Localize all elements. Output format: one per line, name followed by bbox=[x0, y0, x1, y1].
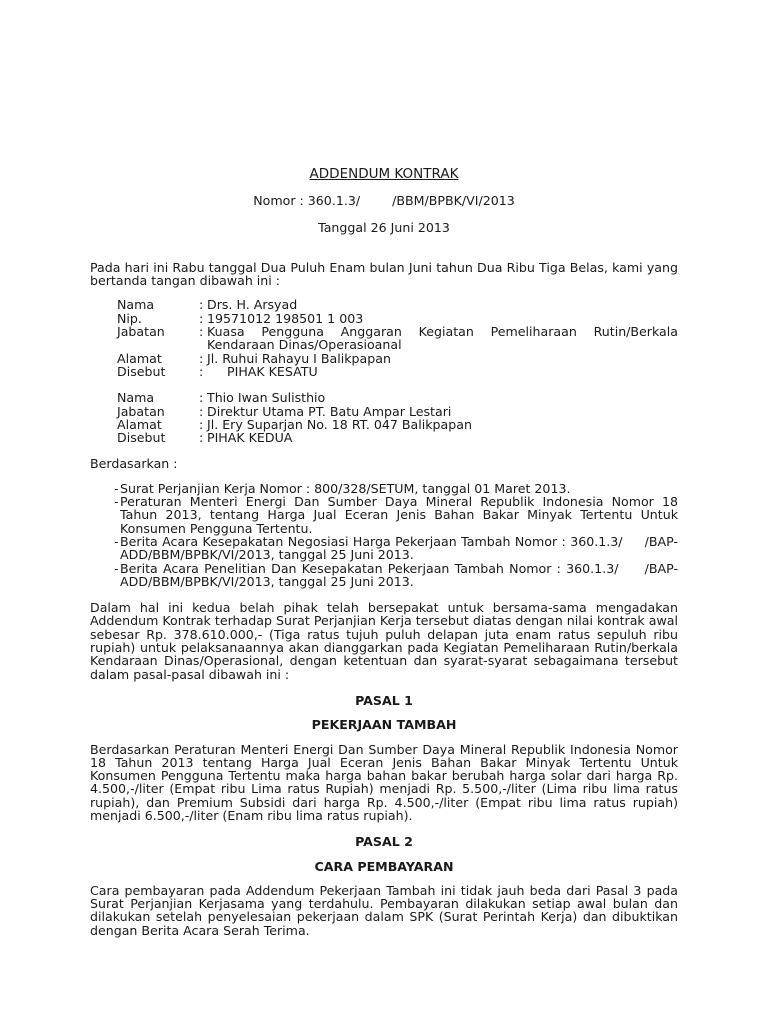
list-item-text: Surat Perjanjian Kerja Nomor : 800/328/SETUM, tanggal 01 Maret 2013. bbox=[120, 480, 571, 496]
field-label: Jabatan bbox=[117, 324, 165, 340]
pasal-1-paragraph: Berdasarkan Peraturan Menteri Energi Dan Sumber Daya Mineral Republik Indonesia Nomor 18 Tahun 2013 tentang Harga Jual Eceran Jenis Bahan Bakar Minyak Tertentu Untuk Konsumen Pengguna Tertentu maka harga bahan bakar berubah harga solar dari harga Rp. 4.500,-/liter (Empat ribu Lima ratus Rupiah) menjadi Rp. 5.500,-/liter (Lima ribu lima ratus rupiah), dan Premium Subsidi dari harga Rp. 4.500,-/liter (Empat ribu lima ratus rupiah) menjadi 6.500,-/liter (Enam ribu lima ratus rupiah). bbox=[90, 741, 678, 823]
document-body bbox=[90, 168, 678, 937]
list-item-text: Peraturan Menteri Energi Dan Sumber Daya Mineral Republik Indonesia Nomor 18 Tahun 2013, tentang Harga Jual Eceran Jenis Bahan Bakar Minyak Tertentu Untuk Konsumen Pengguna Tertentu. bbox=[120, 494, 678, 536]
field-colon: : bbox=[199, 324, 204, 340]
field-label: Alamat bbox=[117, 416, 162, 432]
field-colon: : bbox=[199, 297, 204, 313]
berdasarkan-label: Berdasarkan : bbox=[90, 456, 178, 472]
party-one-row bbox=[117, 298, 678, 311]
pasal-2-paragraph: Cara pembayaran pada Addendum Pekerjaan Tambah ini tidak jauh beda dari Pasal 3 pada Surat Perjanjian Kerjasama yang terdahulu. Pembayaran dilakukan setiap awal bulan dan dilakukan setelah penyelesaian pekerjaan dalam SPK (Surat Perintah Kerja) dan dibuktikan dengan Berita Acara Serah Terima. bbox=[90, 882, 678, 938]
field-value: 19571012 198501 1 003 bbox=[207, 310, 364, 326]
field-value: Jl. Ruhui Rahayu I Balikpapan bbox=[207, 350, 391, 366]
field-label: Nama bbox=[117, 390, 155, 406]
field-colon: : bbox=[199, 310, 204, 326]
pasal-2-heading: PASAL 2 bbox=[355, 834, 413, 850]
field-label: Alamat bbox=[117, 350, 162, 366]
field-colon: : bbox=[199, 403, 204, 419]
party-two-row bbox=[117, 391, 678, 404]
pasal-1-heading: PASAL 1 bbox=[355, 692, 413, 708]
list-item bbox=[90, 535, 678, 562]
field-colon: : bbox=[199, 430, 204, 446]
party-two-row bbox=[117, 405, 678, 418]
party-one-block bbox=[90, 298, 678, 378]
field-label: Jabatan bbox=[117, 403, 165, 419]
pasal-1-subheading: PEKERJAAN TAMBAH bbox=[311, 717, 457, 733]
agreement-paragraph: Dalam hal ini kedua belah pihak telah bersepakat untuk bersama-sama mengadakan Addendum Kontrak terhadap Surat Perjanjian Kerja tersebut diatas dengan nilai kontrak awal sebesar Rp. 378.610.000,- (Tiga ratus tujuh puluh delapan juta enam ratus sepuluh ribu rupiah) untuk pelaksanaannya akan dianggarkan pada Kegiatan Pemeliharaan Rutin/berkala Kendaraan Dinas/Operasional, dengan ketentuan dan syarat-syarat sebagaimana tersebut dalam pasal-pasal dibawah ini : bbox=[90, 600, 678, 682]
basis-list bbox=[90, 482, 678, 588]
document-number: Nomor : 360.1.3/ /BBM/BPBK/VI/2013 bbox=[253, 193, 515, 209]
list-item bbox=[90, 495, 678, 535]
party-one-row bbox=[117, 325, 678, 352]
field-value: PIHAK KEDUA bbox=[207, 430, 293, 446]
field-value: Direktur Utama PT. Batu Ampar Lestari bbox=[207, 403, 452, 419]
field-colon: : bbox=[199, 350, 204, 366]
party-two-row bbox=[117, 418, 678, 431]
dash-bullet: - bbox=[114, 533, 119, 549]
party-one-row bbox=[117, 365, 678, 378]
list-item-text: Berita Acara Penelitian Dan Kesepakatan Pekerjaan Tambah Nomor : 360.1.3/ /BAP-ADD/BBM/BPBK/VI/2013, tanggal 25 Juni 2013. bbox=[120, 560, 678, 589]
field-colon: : bbox=[199, 363, 204, 379]
field-value: Kuasa Pengguna Anggaran Kegiatan Pemeliharaan Rutin/Berkala Kendaraan Dinas/Operasioanal bbox=[207, 324, 678, 353]
list-item bbox=[90, 482, 678, 495]
party-one-row bbox=[117, 352, 678, 365]
list-item-text: Berita Acara Kesepakatan Negosiasi Harga Pekerjaan Tambah Nomor : 360.1.3/ /BAP-ADD/BBM/BPBK/VI/2013, tanggal 25 Juni 2013. bbox=[120, 533, 678, 563]
field-value: Jl. Ery Suparjan No. 18 RT. 047 Balikpapan bbox=[207, 416, 472, 432]
intro-paragraph: Pada hari ini Rabu tanggal Dua Puluh Enam bulan Juni tahun Dua Ribu Tiga Belas, kami yang bertanda tangan dibawah ini : bbox=[90, 259, 678, 289]
party-one-row bbox=[117, 312, 678, 325]
list-item bbox=[90, 562, 678, 589]
field-label: Nip. bbox=[117, 310, 142, 326]
field-label: Disebut bbox=[117, 430, 166, 446]
field-value: Thio Iwan Sulisthio bbox=[207, 390, 326, 406]
field-colon: : bbox=[199, 416, 204, 432]
field-value: Drs. H. Arsyad bbox=[207, 297, 298, 313]
pasal-2-subheading: CARA PEMBAYARAN bbox=[314, 858, 454, 874]
field-value: PIHAK KESATU bbox=[207, 363, 318, 379]
document-date: Tanggal 26 Juni 2013 bbox=[318, 219, 450, 235]
dash-bullet: - bbox=[114, 560, 119, 576]
field-label: Disebut bbox=[117, 363, 166, 379]
party-two-block bbox=[90, 391, 678, 444]
field-colon: : bbox=[199, 390, 204, 406]
field-label: Nama bbox=[117, 297, 155, 313]
party-two-row bbox=[117, 431, 678, 444]
dash-bullet: - bbox=[114, 494, 119, 510]
dash-bullet: - bbox=[114, 480, 119, 496]
document-title: ADDENDUM KONTRAK bbox=[309, 166, 459, 182]
